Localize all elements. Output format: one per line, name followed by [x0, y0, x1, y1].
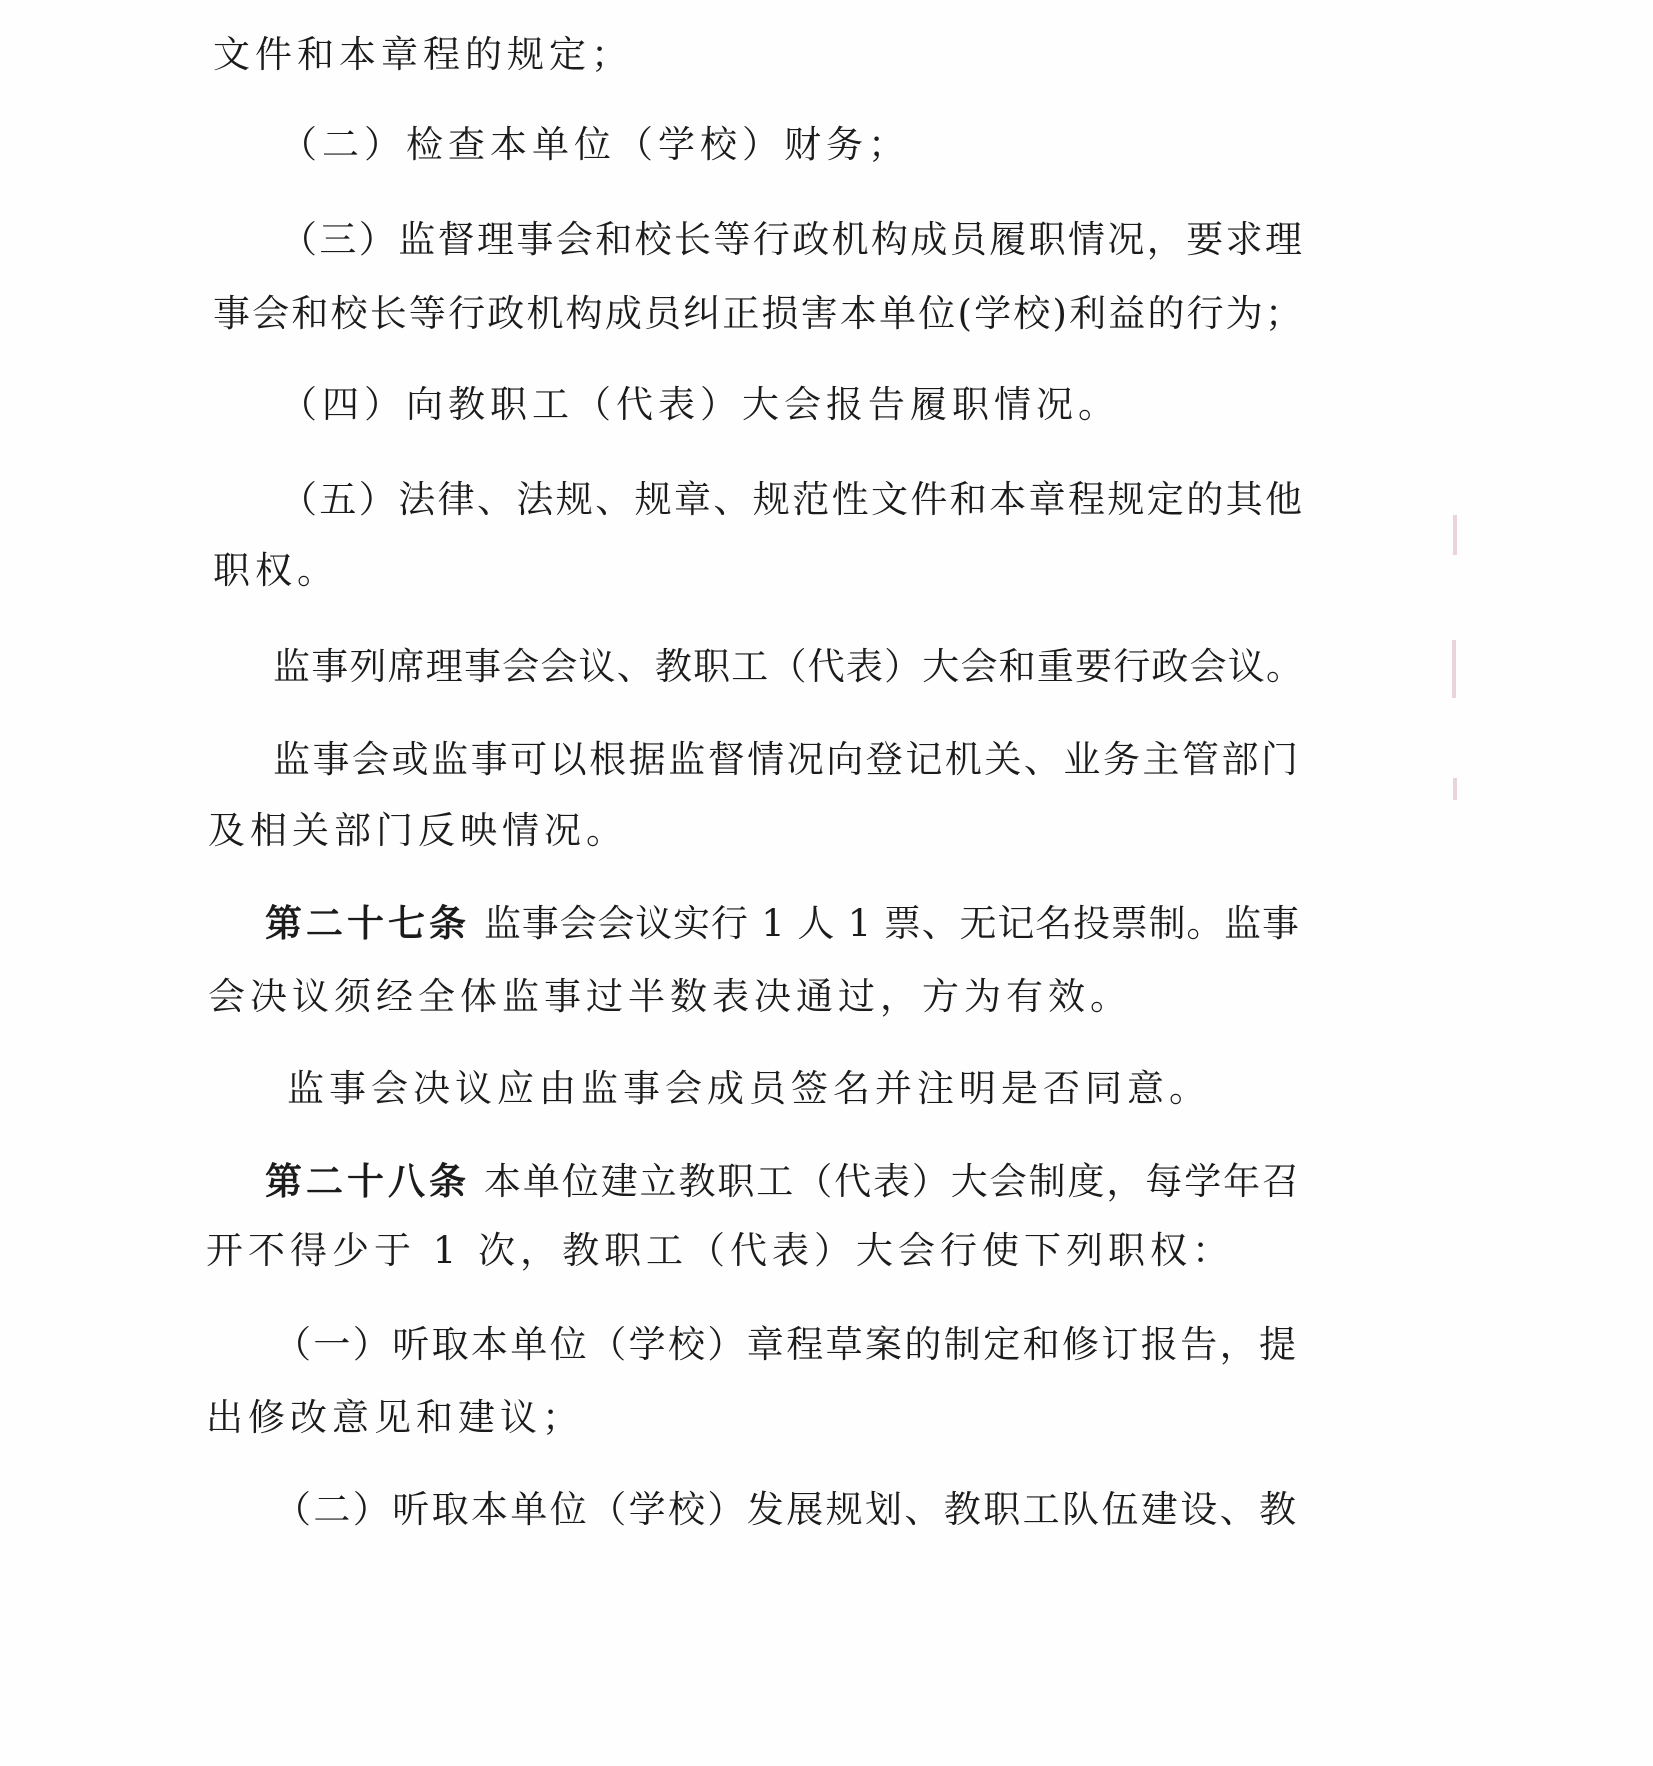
scan-artifact	[1453, 515, 1457, 555]
list-item: （二）检查本单位（学校）财务；	[280, 123, 910, 166]
article-28-heading: 第二十八条	[265, 1160, 470, 1203]
paragraph: 监事会决议应由监事会成员签名并注明是否同意。	[287, 1067, 1211, 1110]
list-item: （三）监督理事会和校长等行政机构成员履职情况，要求理	[280, 218, 1302, 261]
text-line: 职权。	[213, 549, 339, 592]
scan-artifact	[1452, 640, 1456, 698]
list-item: （二）听取本单位（学校）发展规划、教职工队伍建设、教	[274, 1488, 1296, 1531]
text-line: 开不得少于 1 次，教职工（代表）大会行使下列职权：	[206, 1229, 1235, 1272]
text-line: 会决议须经全体监事过半数表决通过，方为有效。	[208, 975, 1132, 1018]
text-line: 事会和校长等行政机构成员纠正损害本单位(学校)利益的行为；	[213, 292, 1302, 335]
text-line: 出修改意见和建议；	[206, 1396, 584, 1439]
scan-artifact	[1453, 778, 1457, 800]
article-27-text: 监事会会议实行 1 人 1 票、无记名投票制。监事	[484, 902, 1299, 945]
paragraph: 监事列席理事会会议、教职工（代表）大会和重要行政会议。	[273, 645, 1303, 688]
text-line: 及相关部门反映情况。	[208, 809, 628, 852]
list-item: （四）向教职工（代表）大会报告履职情况。	[280, 383, 1120, 426]
paragraph: 监事会或监事可以根据监督情况向登记机关、业务主管部门	[273, 738, 1298, 781]
article-28-text: 本单位建立教职工（代表）大会制度，每学年召	[484, 1160, 1299, 1203]
text-line: 文件和本章程的规定；	[213, 33, 633, 76]
list-item: （五）法律、法规、规章、规范性文件和本章程规定的其他	[280, 478, 1302, 521]
list-item: （一）听取本单位（学校）章程草案的制定和修订报告，提	[274, 1323, 1296, 1366]
article-27-heading: 第二十七条	[265, 902, 470, 945]
